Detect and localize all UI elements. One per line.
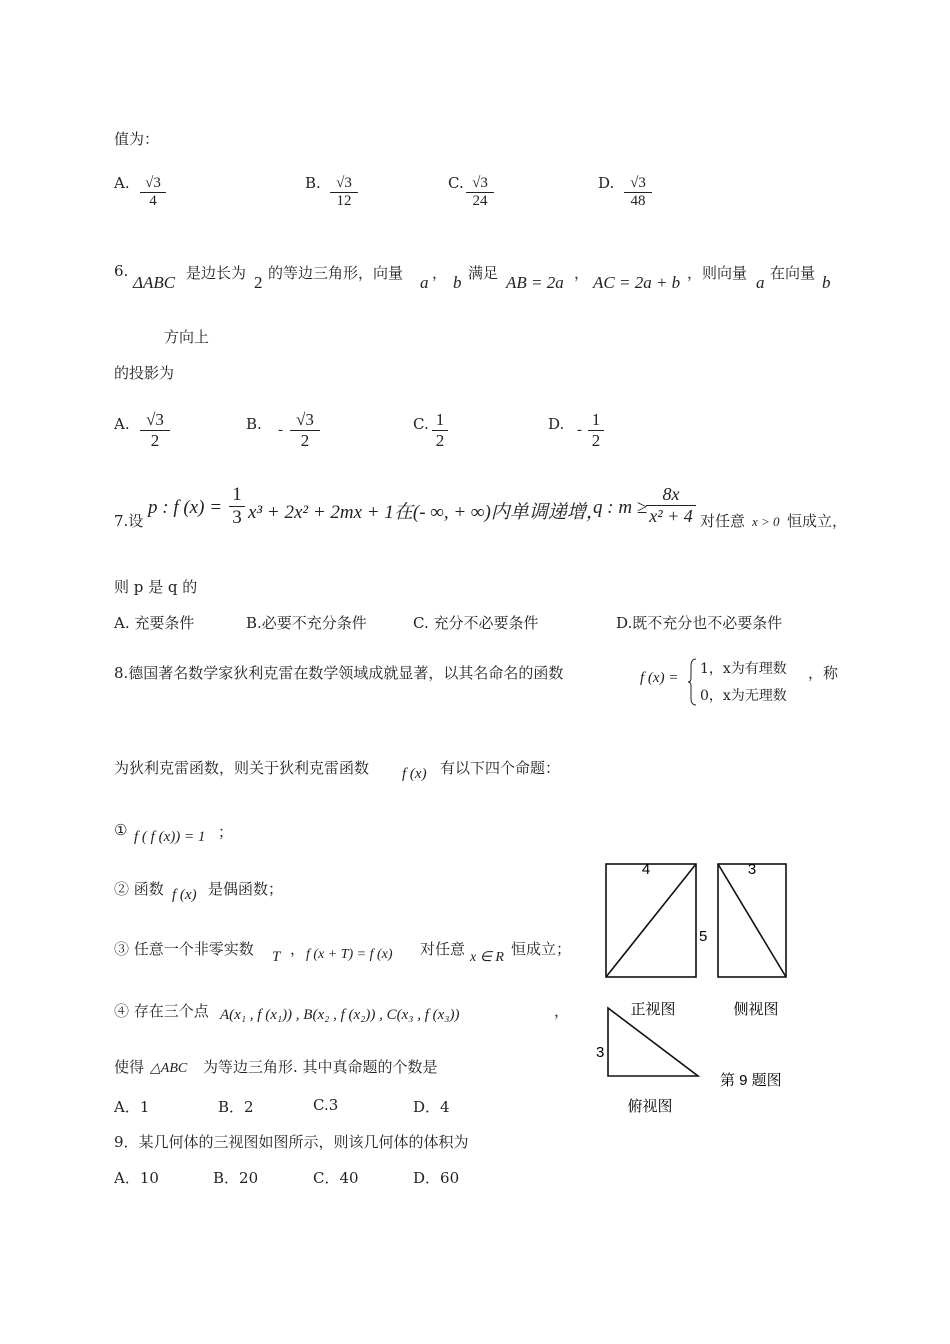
q8-function-lhs: f (x) = [640, 670, 679, 686]
q8-prop-3-c: 对任意 [420, 940, 466, 958]
q8-prop-3-comma: ， [290, 940, 306, 958]
q7-number: 7.设 [114, 512, 144, 530]
q6-option-b-fraction: √3 2 [290, 410, 320, 451]
front-view-side-label: 5 [699, 928, 708, 945]
q7-option-a: A. 充要条件 [114, 614, 195, 632]
figure-caption: 第 9 题图 [720, 1072, 782, 1089]
q9-option-b: B．20 [213, 1169, 259, 1187]
q8-prop-1-tail: ； [218, 823, 234, 841]
q8-prop-2-b: 是偶函数； [208, 880, 284, 898]
q6-vector-a-2: a [756, 273, 765, 292]
q6-option-a-fraction: √3 2 [140, 410, 170, 451]
q7-q-fraction: 8x x² + 4 [646, 484, 696, 527]
q8-prop-1-equation: f ( f (x)) = 1 [134, 829, 206, 845]
q8-line-5a: 使得 [114, 1058, 145, 1076]
q6-option-d-fraction: 1 2 [588, 410, 604, 451]
q8-option-d: D．4 [413, 1098, 450, 1116]
q8-prop-3-a: ③ 任意一个非零实数 [114, 940, 254, 958]
q6-number: 6. [114, 262, 129, 280]
three-view-figure [580, 850, 820, 1120]
top-view-side-label: 3 [596, 1044, 605, 1061]
q8-prop-4-points: A(x₁ , f (x₁)) , B(x₂ , f (x₂)) , C(x₃ , f (x₃)) [220, 1007, 460, 1023]
q7-option-d: D.既不充分也不必要条件 [616, 614, 783, 632]
q5-tail: 值为： [114, 130, 160, 148]
q6-text-3: 满足 [468, 264, 499, 282]
q8-prop-1-marker: ① [114, 821, 128, 839]
side-view-caption: 侧视图 [733, 1001, 779, 1018]
q9-option-a: A．10 [114, 1169, 159, 1187]
q8-line-2a: 为狄利克雷函数，则关于狄利克雷函数 [114, 759, 370, 777]
front-view [606, 861, 707, 977]
q8-triangle: △ABC [150, 1061, 188, 1076]
q6-separator: ， [574, 264, 590, 282]
q8-prop-2-function: f (x) [172, 887, 197, 903]
q6-option-b-sign: - [278, 422, 283, 438]
q7-tail: 恒成立， [787, 512, 848, 530]
q5-option-b-label: B. [305, 174, 321, 192]
q8-line-1: 8.德国著名数学家狄利克雷在数学领域成就显著，以其名命名的函数 [114, 664, 564, 682]
q9-option-d: D．60 [413, 1169, 460, 1187]
front-view-caption: 正视图 [630, 1001, 676, 1018]
q8-tail: ，称 [808, 664, 839, 682]
q8-option-b: B．2 [218, 1098, 254, 1116]
q7-option-b: B.必要不充分条件 [246, 614, 367, 632]
q9-option-c: C．40 [313, 1169, 359, 1187]
q8-option-a: A．1 [114, 1098, 150, 1116]
q8-option-c: C.3 [313, 1096, 339, 1114]
q6-option-d-label: D. [548, 415, 565, 433]
q8-prop-3-domain: x ∈ R [470, 950, 504, 965]
q6-option-c-fraction: 1 2 [432, 410, 448, 451]
side-view [718, 861, 786, 977]
q7-p-expression-a: p : f (x) = [148, 497, 223, 518]
top-view-caption: 俯视图 [627, 1098, 673, 1115]
q5-option-c-label: C. [448, 174, 464, 192]
q8-prop-3-equation: f (x + T) = f (x) [306, 947, 393, 962]
q6-side-length: 2 [254, 273, 263, 292]
q6-comma: ， [432, 264, 448, 282]
q5-option-d-label: D. [598, 174, 615, 192]
q6-triangle: ΔABC [133, 273, 176, 292]
q8-line-2b: 有以下四个命题： [440, 759, 561, 777]
q8-case-irrational: 0，x为无理数 [700, 688, 787, 704]
q7-q-expression: q : m ≥ [593, 497, 648, 518]
q6-ac-equation: AC = 2a + b [593, 273, 681, 292]
q6-vector-a: a [420, 273, 429, 292]
q5-option-d-fraction: √3 48 [624, 175, 652, 210]
q6-text-4: ，则向量 [687, 264, 748, 282]
q6-option-d-sign: - [577, 422, 582, 438]
q7-p-fraction: 1 3 [229, 484, 245, 529]
q6-vector-b-2: b [822, 273, 831, 292]
top-view [596, 1008, 698, 1076]
q5-option-a-fraction: √3 4 [140, 175, 166, 210]
side-view-top-label: 3 [747, 861, 757, 878]
q6-line-3: 的投影为 [114, 364, 175, 382]
q5-option-a-label: A. [114, 174, 130, 192]
q6-option-c-label: C. [413, 415, 429, 433]
q6-option-b-label: B. [246, 415, 262, 433]
q6-option-a-label: A. [114, 415, 130, 433]
q7-x-positive: x > 0 [752, 514, 780, 529]
q8-brace [688, 658, 698, 706]
q7-p-expression-b: x³ + 2x² + 2mx + 1在(- ∞, + ∞)内单调递增， [248, 502, 605, 523]
q6-text-5: 在向量 [770, 264, 816, 282]
q7-line-2: 则 p 是 q 的 [114, 578, 198, 596]
q8-prop-4-a: ④ 存在三个点 [114, 1002, 209, 1020]
q6-line-2: 方向上 [164, 328, 210, 346]
q8-case-rational: 1，x为有理数 [700, 661, 787, 677]
q8-prop-4-comma: ， [554, 1002, 570, 1020]
q6-text-1: 是边长为 [186, 264, 247, 282]
q8-line-2-function: f (x) [402, 766, 427, 782]
q6-ab-equation: AB = 2a [506, 273, 564, 292]
q8-line-5b: 为等边三角形. 其中真命题的个数是 [203, 1058, 438, 1076]
q6-text-2: 的等边三角形，向量 [268, 264, 404, 282]
q5-option-c-fraction: √3 24 [466, 175, 494, 210]
q6-vector-b: b [453, 273, 462, 292]
q9-line: 9．某几何体的三视图如图所示，则该几何体的体积为 [114, 1133, 469, 1151]
q8-prop-3-T: T [272, 949, 281, 965]
front-view-top-label: 4 [641, 861, 651, 878]
q5-option-b-fraction: √3 12 [330, 175, 358, 210]
q8-prop-2-a: ② 函数 [114, 880, 164, 898]
q7-option-c: C. 充分不必要条件 [413, 614, 539, 632]
q7-condition: 对任意 [700, 512, 746, 530]
q8-prop-3-d: 恒成立； [511, 940, 572, 958]
